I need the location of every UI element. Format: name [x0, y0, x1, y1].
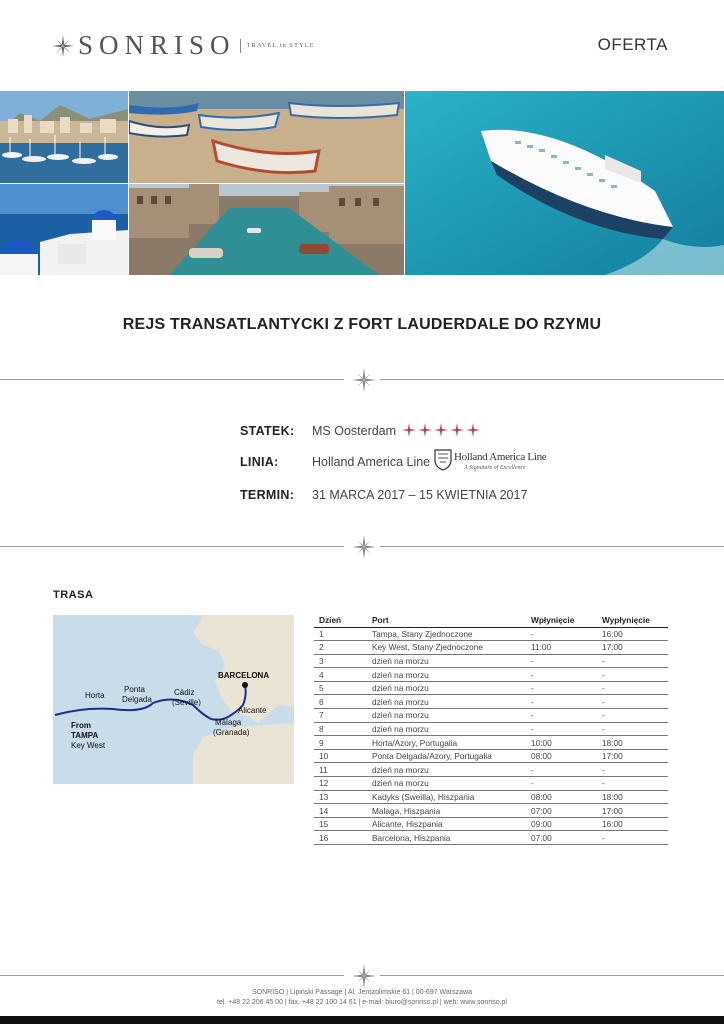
- table-header-row: [314, 613, 668, 627]
- cell-day: 9: [314, 736, 367, 750]
- cell-departure: 16:00: [597, 627, 668, 641]
- map-label-alicante: Alicante: [238, 706, 267, 715]
- cell-departure: 17:00: [597, 641, 668, 655]
- column-header-arrival: Wpłynięcie: [526, 613, 597, 627]
- section-divider: [0, 537, 724, 557]
- cell-day: 13: [314, 790, 367, 804]
- table-row: [314, 695, 668, 709]
- ship-rating: [402, 423, 480, 437]
- cell-day: 15: [314, 817, 367, 831]
- star-icon: [418, 423, 432, 437]
- cell-port: Ponta Delgada/Azory, Portugalia: [367, 749, 526, 763]
- cell-departure: 17:00: [597, 804, 668, 818]
- table-row: [314, 641, 668, 655]
- bottom-bar: [0, 1016, 724, 1024]
- cell-day: 10: [314, 749, 367, 763]
- cell-port: dzień na morzu: [367, 722, 526, 736]
- table-row: [314, 804, 668, 818]
- cell-departure: 18:00: [597, 736, 668, 750]
- cell-port: Barcelona, Hiszpania: [367, 831, 526, 845]
- footer-divider: [0, 966, 724, 986]
- section-divider: [0, 370, 724, 390]
- cell-departure: -: [597, 722, 668, 736]
- cell-departure: 18:00: [597, 790, 668, 804]
- cell-port: dzień na morzu: [367, 709, 526, 723]
- cell-port: Tampa, Stany Zjednoczone: [367, 627, 526, 641]
- table-row: [314, 777, 668, 791]
- map-label-barcelona: BARCELONA: [218, 671, 270, 680]
- table-row: [314, 654, 668, 668]
- cell-day: 16: [314, 831, 367, 845]
- map-label-ponta: Ponta: [124, 685, 145, 694]
- cell-arrival: 10:00: [526, 736, 597, 750]
- cell-departure: -: [597, 681, 668, 695]
- document-type-label: OFERTA: [597, 35, 668, 54]
- table-row: [314, 709, 668, 723]
- ship-value: MS Oosterdam: [312, 424, 397, 438]
- shield-icon: [434, 449, 452, 471]
- star-icon: [466, 423, 480, 437]
- cell-arrival: -: [526, 695, 597, 709]
- cell-port: Alicante, Hiszpania: [367, 817, 526, 831]
- table-row: [314, 736, 668, 750]
- cell-port: dzień na morzu: [367, 777, 526, 791]
- cell-day: 7: [314, 709, 367, 723]
- cruise-ship-photo: [405, 91, 724, 275]
- cell-arrival: 08:00: [526, 790, 597, 804]
- cell-departure: -: [597, 709, 668, 723]
- table-row: [314, 627, 668, 641]
- cell-arrival: -: [526, 709, 597, 723]
- table-row: [314, 831, 668, 845]
- cell-port: dzień na morzu: [367, 668, 526, 682]
- cell-arrival: -: [526, 654, 597, 668]
- cell-port: dzień na morzu: [367, 695, 526, 709]
- cell-port: dzień na morzu: [367, 763, 526, 777]
- column-header-day: Dzień: [314, 613, 367, 627]
- table-row: [314, 790, 668, 804]
- line-value: Holland America Line: [312, 455, 431, 469]
- cell-departure: 16:00: [597, 817, 668, 831]
- cell-day: 4: [314, 668, 367, 682]
- cell-departure: -: [597, 695, 668, 709]
- cell-departure: -: [597, 763, 668, 777]
- compass-star-icon: [352, 368, 376, 392]
- map-label-malaga: Málaga: [215, 718, 242, 727]
- cell-arrival: 09:00: [526, 817, 597, 831]
- star-icon: [402, 423, 416, 437]
- cell-departure: -: [597, 668, 668, 682]
- cell-departure: -: [597, 831, 668, 845]
- table-row: [314, 722, 668, 736]
- star-icon: [434, 423, 448, 437]
- cell-port: Kadyks (Sweilla), Hiszpania: [367, 790, 526, 804]
- cell-arrival: 11:00: [526, 641, 597, 655]
- cell-departure: -: [597, 777, 668, 791]
- cell-departure: -: [597, 654, 668, 668]
- cell-day: 2: [314, 641, 367, 655]
- cell-day: 6: [314, 695, 367, 709]
- cell-day: 1: [314, 627, 367, 641]
- column-header-departure: Wypłynięcie: [597, 613, 668, 627]
- line-label: LINIA:: [240, 455, 279, 469]
- map-label-from: From: [71, 721, 91, 730]
- cell-port: Key West, Stany Zjednoczone: [367, 641, 526, 655]
- cell-arrival: -: [526, 681, 597, 695]
- cell-day: 8: [314, 722, 367, 736]
- cell-arrival: -: [526, 668, 597, 682]
- cell-day: 5: [314, 681, 367, 695]
- cell-arrival: -: [526, 722, 597, 736]
- itinerary-table: [314, 613, 668, 845]
- column-header-port: Port: [367, 613, 526, 627]
- dates-label: TERMIN:: [240, 488, 295, 502]
- fishing-boats-photo: [129, 91, 404, 183]
- route-map: [53, 615, 294, 784]
- santorini-photo: [0, 184, 128, 275]
- logo-wordmark: SONRISO: [78, 30, 236, 60]
- logo-line-tagline: A Signature of Excellence: [464, 465, 526, 471]
- table-row: [314, 668, 668, 682]
- harbor-photo: [0, 91, 128, 183]
- map-label-cadiz: Cádiz: [174, 688, 195, 697]
- holland-america-logo: [434, 449, 547, 474]
- photo-collage: [0, 91, 724, 275]
- table-row: [314, 681, 668, 695]
- cell-arrival: -: [526, 627, 597, 641]
- cell-port: Malaga, Hiszpania: [367, 804, 526, 818]
- table-row: [314, 749, 668, 763]
- cell-day: 11: [314, 763, 367, 777]
- ship-label: STATEK:: [240, 424, 295, 438]
- compass-star-icon: [52, 35, 74, 57]
- map-label-granada: (Granada): [213, 728, 250, 737]
- dates-value: 31 MARCA 2017 – 15 KWIETNIA 2017: [312, 488, 528, 502]
- map-label-horta: Horta: [85, 691, 105, 700]
- page-title: REJS TRANSATLANTYCKI Z FORT LAUDERDALE DO RZYMU: [122, 316, 602, 333]
- cell-day: 12: [314, 777, 367, 791]
- cell-arrival: -: [526, 777, 597, 791]
- logo-line-name: Holland America Line: [454, 451, 547, 463]
- map-label-key-west: Key West: [71, 741, 106, 750]
- route-section-label: TRASA: [53, 589, 94, 601]
- cell-arrival: -: [526, 763, 597, 777]
- map-label-delgada: Delgada: [122, 695, 152, 704]
- star-icon: [450, 423, 464, 437]
- logo-tagline: TRAVEL in STYLE: [246, 42, 315, 49]
- cell-port: dzień na morzu: [367, 681, 526, 695]
- cell-arrival: 07:00: [526, 831, 597, 845]
- cell-arrival: 07:00: [526, 804, 597, 818]
- cell-port: Horta/Azory, Portugalia: [367, 736, 526, 750]
- page-header: [0, 0, 724, 90]
- map-label-tampa: TAMPA: [71, 731, 99, 740]
- compass-star-icon: [352, 535, 376, 559]
- cell-day: 3: [314, 654, 367, 668]
- venice-canal-photo: [129, 184, 404, 275]
- footer-contact: tel. +48 22 206 45 00 | fax. +48 22 100 14 61 | e-mail: biuro@sonriso.pl | web: www.sonriso.pl: [216, 999, 507, 1006]
- cell-departure: 17:00: [597, 749, 668, 763]
- cell-arrival: 08:00: [526, 749, 597, 763]
- compass-star-icon: [352, 964, 376, 988]
- footer-address: SONRISO | Lipiński Passage | Al. Jerozolimskie 61 | 00-697 Warszawa: [252, 989, 472, 996]
- table-row: [314, 763, 668, 777]
- logo-separator: [240, 39, 241, 53]
- map-label-seville: (Seville): [172, 698, 201, 707]
- sonriso-logo: [52, 30, 315, 61]
- table-row: [314, 817, 668, 831]
- cell-day: 14: [314, 804, 367, 818]
- cell-port: dzień na morzu: [367, 654, 526, 668]
